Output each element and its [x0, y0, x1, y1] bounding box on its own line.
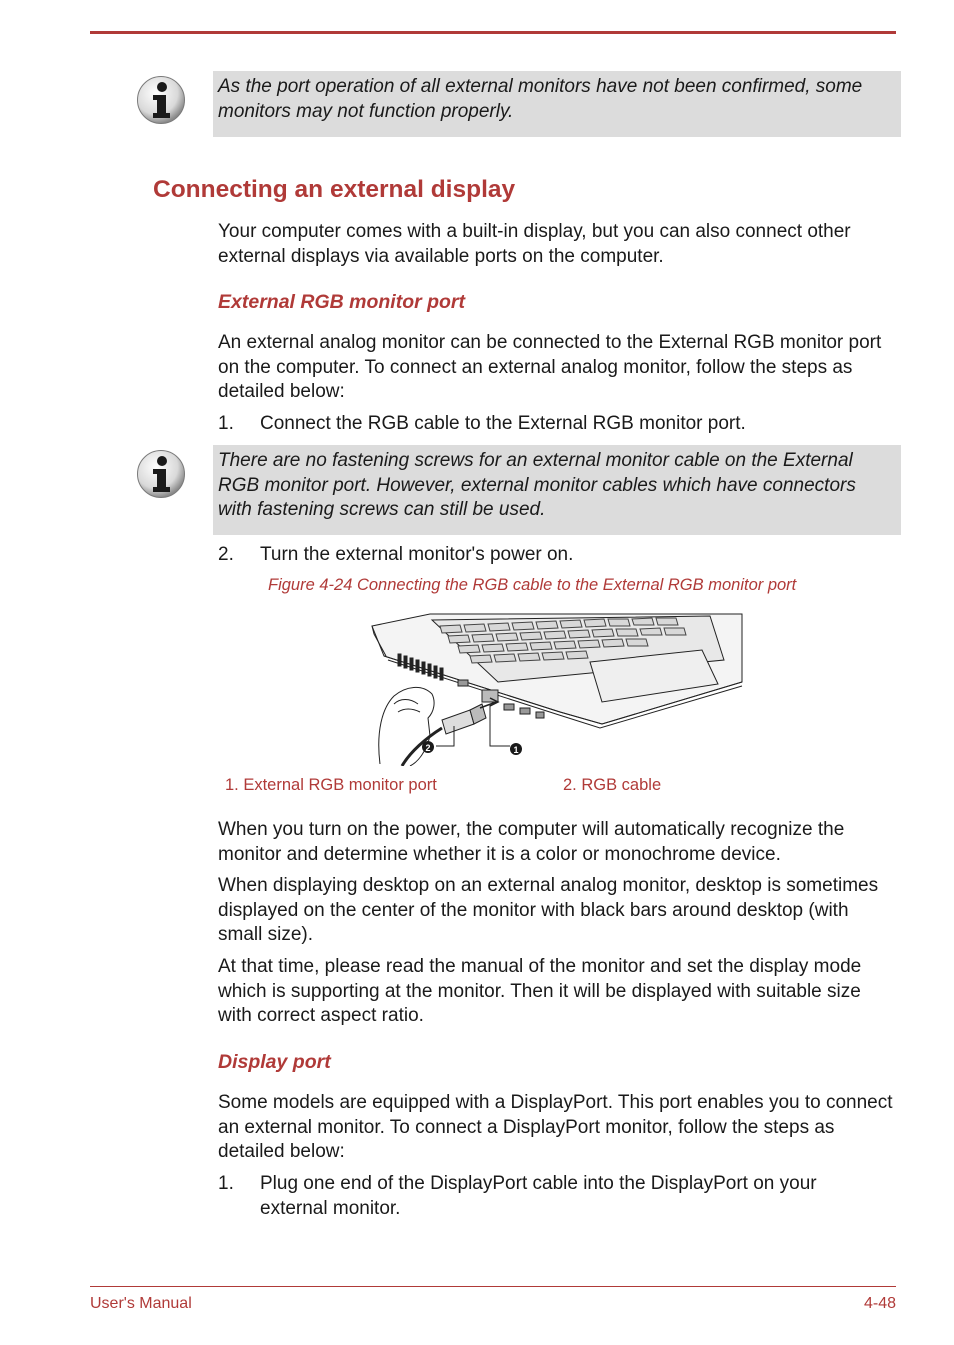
- list-text: Connect the RGB cable to the External RGB monitor port.: [260, 413, 746, 434]
- list-number: 1.: [218, 1173, 234, 1194]
- list-number: 1.: [218, 413, 234, 434]
- callout-2: 2: [425, 743, 431, 753]
- footer-title: User's Manual: [90, 1295, 192, 1312]
- list-text: Turn the external monitor's power on.: [260, 544, 574, 565]
- footer-rule: [90, 1286, 896, 1287]
- info-icon: [136, 75, 186, 125]
- subsection-title-displayport: Display port: [218, 1051, 331, 1073]
- page-number: 4-48: [863, 1295, 896, 1312]
- list-item: [218, 412, 898, 437]
- list-item: [218, 543, 898, 568]
- header-rule: [90, 31, 896, 34]
- note-box: [213, 445, 901, 535]
- rgb-paragraph-2: When displaying desktop on an external analog monitor, desktop is sometimes displayed on the center of the monitor with black bars around desktop (with small size).: [218, 875, 879, 945]
- figure-caption: Figure 4-24 Connecting the RGB cable to the External RGB monitor port: [268, 576, 797, 594]
- displayport-intro: Some models are equipped with a DisplayPort. This port enables you to connect an external monitor. To connect a DisplayPort monitor, follow the steps as detailed below:: [218, 1092, 893, 1162]
- note-text: There are no fastening screws for an external monitor cable on the External RGB monitor port. However, external monitor cables which have connectors with fastening screws can still be used.: [218, 450, 856, 520]
- list-item: [218, 1172, 868, 1221]
- list-text: Plug one end of the DisplayPort cable into the DisplayPort on your external monitor.: [260, 1173, 817, 1219]
- rgb-paragraph-3: At that time, please read the manual of the monitor and set the display mode which is supporting at the monitor. Then it will be displayed with suitable size with correct aspect ratio.: [218, 956, 862, 1026]
- info-icon: [136, 449, 186, 499]
- list-number: 2.: [218, 544, 234, 565]
- note-box: [213, 71, 901, 137]
- laptop-illustration: [370, 612, 744, 766]
- section-intro: Your computer comes with a built-in display, but you can also connect other external displays via available ports on the computer.: [218, 221, 851, 267]
- figure-legend-1: 1. External RGB monitor port: [225, 776, 437, 794]
- section-title: Connecting an external display: [153, 176, 516, 203]
- rgb-intro: An external analog monitor can be connected to the External RGB monitor port on the computer. To connect an external analog monitor, follow the steps as detailed below:: [218, 332, 882, 402]
- subsection-title-rgb: External RGB monitor port: [218, 291, 466, 313]
- rgb-paragraph-1: When you turn on the power, the computer will automatically recognize the monitor and determine whether it is a color or monochrome device.: [218, 819, 845, 865]
- callout-1: 1: [513, 745, 519, 755]
- note-text: As the port operation of all external monitors have not been confirmed, some monitors may not function properly.: [218, 76, 863, 122]
- figure-legend-2: 2. RGB cable: [563, 776, 662, 794]
